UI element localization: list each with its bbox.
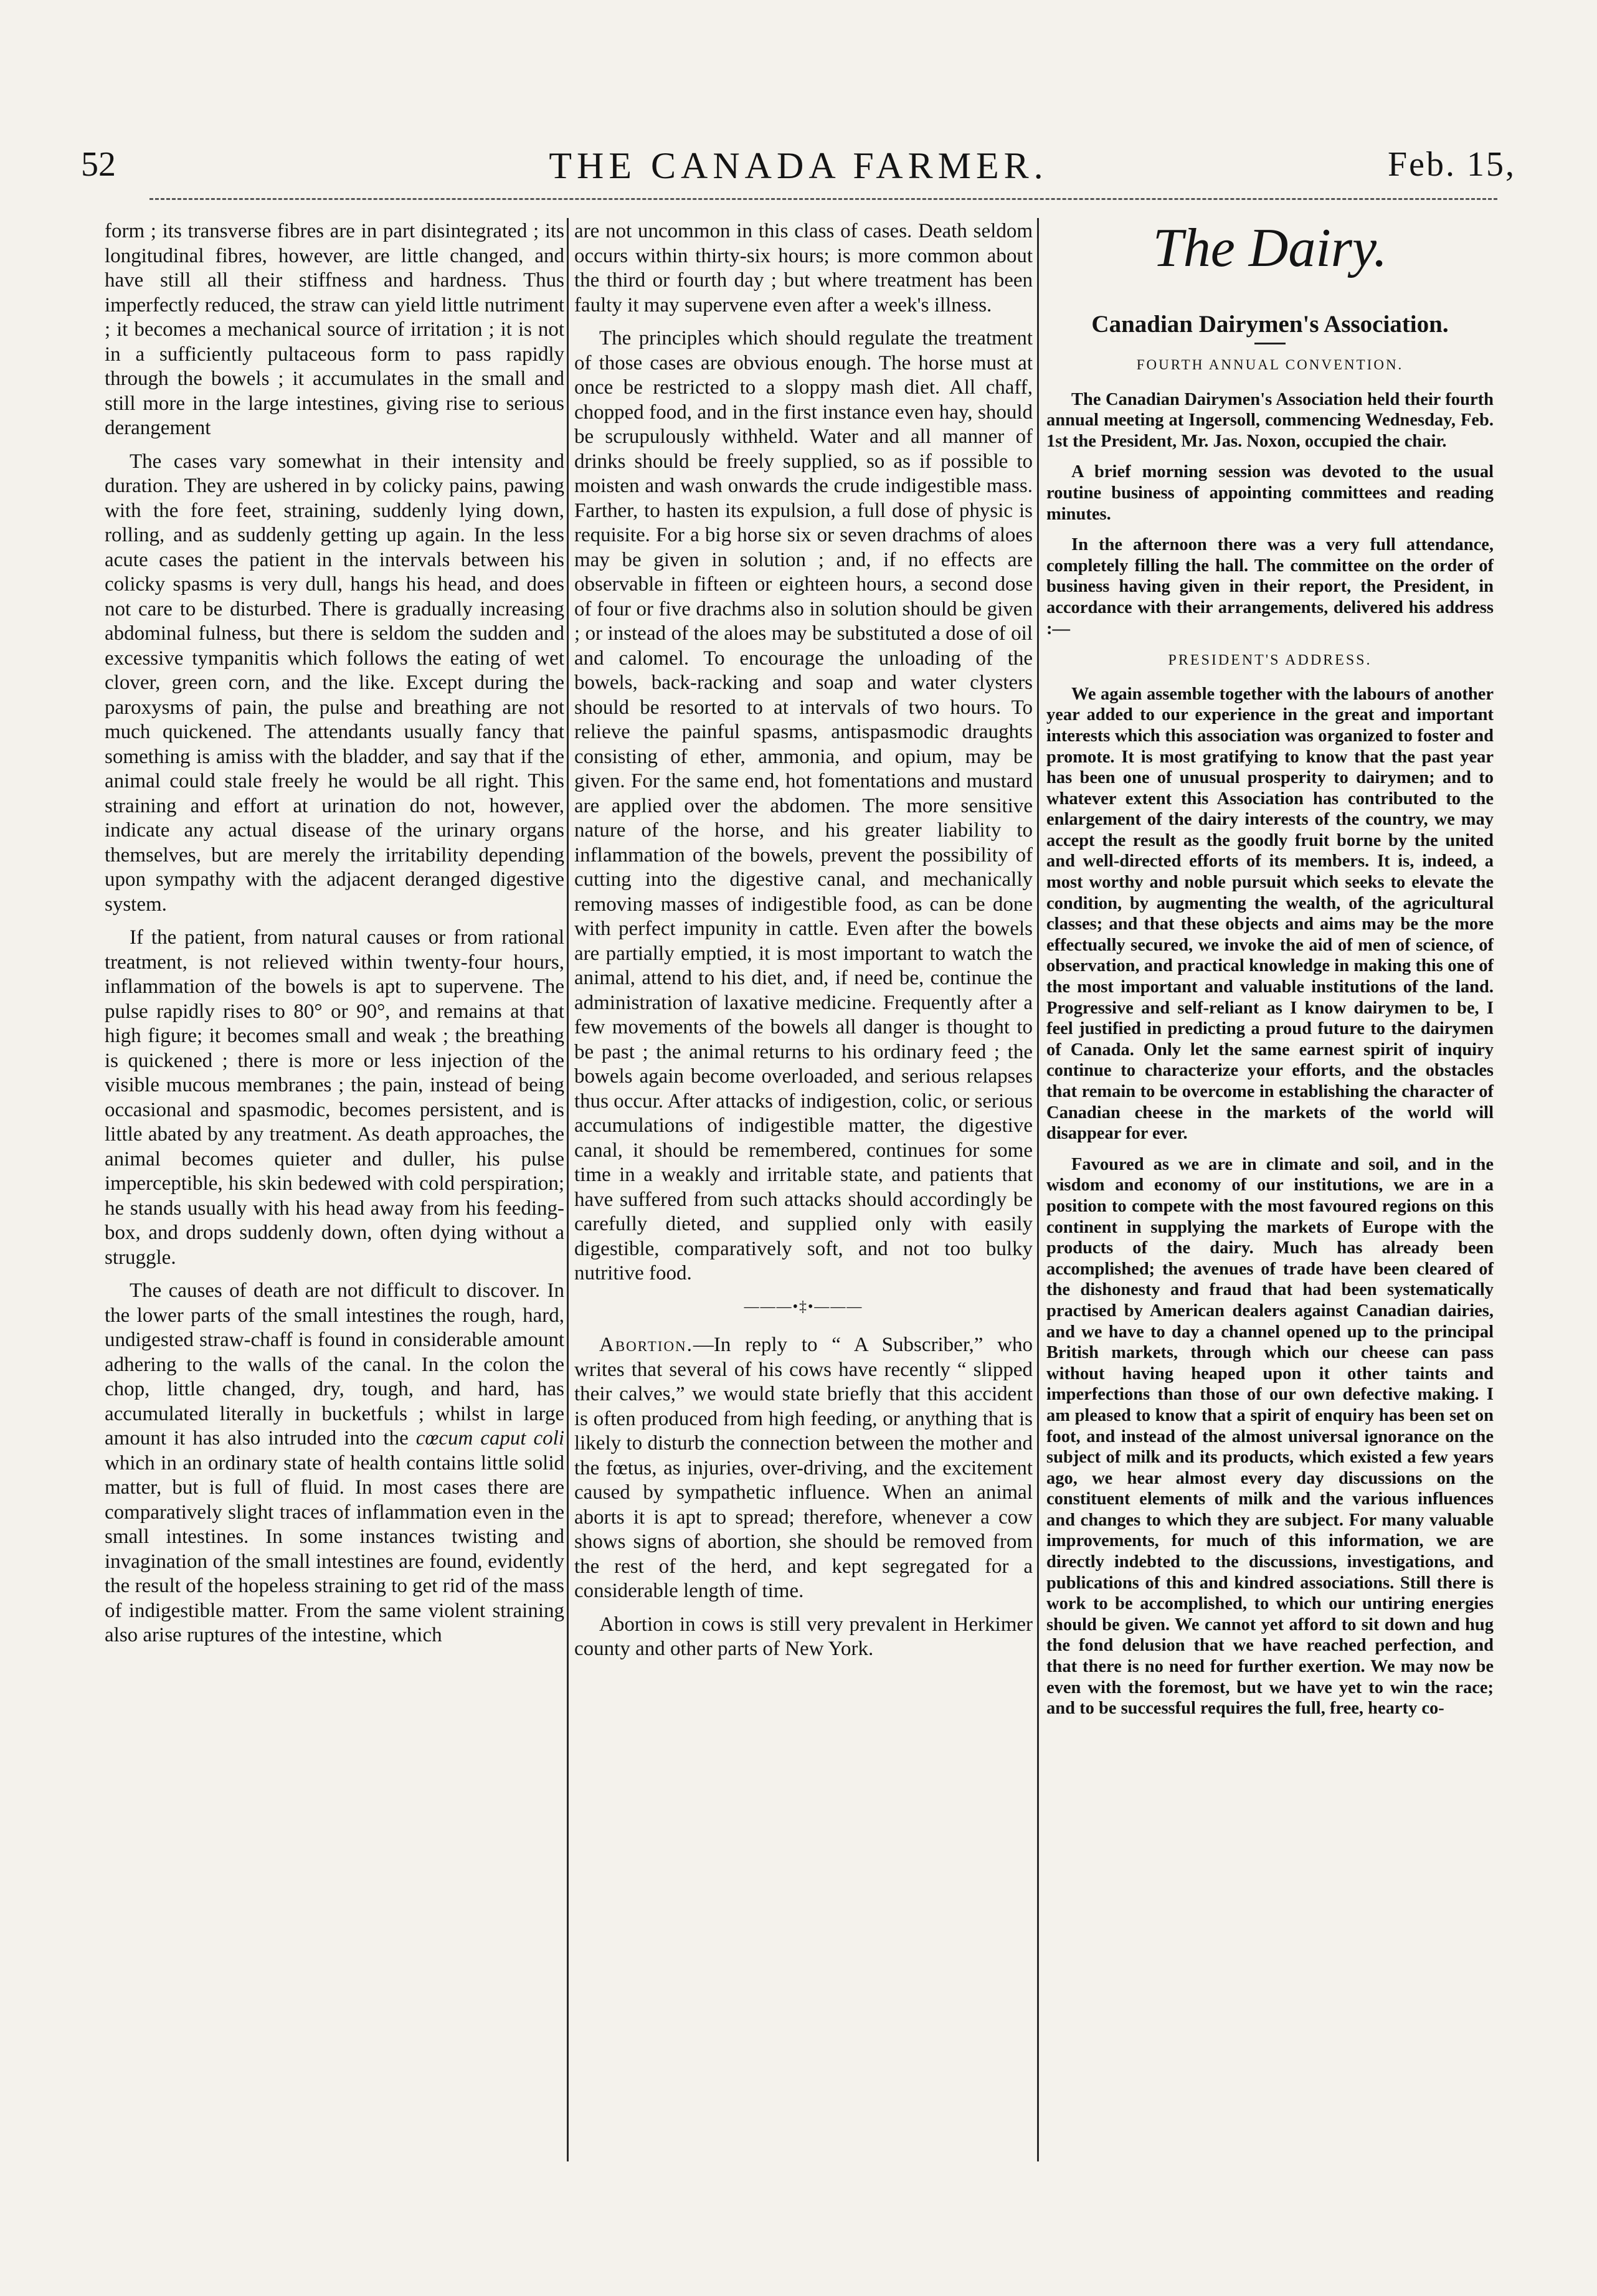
col1-paragraph: If the patient, from natural causes or from rational treatment, is not relieved within twenty-four hours, inflammation of the bowels is apt to supervene. The pulse rapidly rises to 80° or 90°, and remains at that high figure; it becomes small and weak ; the breathing is quickened ; there is more or less injection of the visible mucous membranes ; the pain, instead of being occasional and spasmodic, becomes persistent, and is little abated by any treatment. As death approaches, the animal becomes quieter and duller, his pulse imperceptible, his skin bedewed with cold perspiration; he stands usually with his head away from his feeding-box, and drops suddenly down, often dying without a struggle. [105, 926, 564, 1269]
header-rule [149, 198, 1497, 200]
col3-paragraph: The Canadian Dairymen's Association held their fourth annual meeting at Ingersoll, commencing Wednesday, Feb. 1st the President, Mr. Jas. Noxon, occupied the chair. [1046, 389, 1494, 451]
running-head [81, 145, 1516, 201]
address-title: PRESIDENT'S ADDRESS. [1168, 652, 1372, 669]
col2-paragraph: are not uncommon in this class of cases. Death seldom occurs within thirty-six hours; is more common about the third or fourth day ; but where treatment has been faulty it may supervene even after a week's illness. [574, 220, 1033, 316]
abortion-paragraph [574, 1333, 1033, 1604]
department-title: The Dairy. [1152, 218, 1388, 278]
article-subtitle: FOURTH ANNUAL CONVENTION. [1136, 357, 1404, 372]
column-rule-right [1037, 218, 1039, 2161]
col1-paragraph-text: The causes of death are not difficult to discover. In the lower parts of the small intestines the rough, hard, undigested straw-chaff is found in considerable amount adhering to the walls of the canal. In the colon the chop, little changed, dry, tough, and hard, has accumulated literally in bucketfuls ; whilst in large amount it has also intruded into the [105, 1279, 564, 1449]
col2-paragraph: The principles which should regulate the treatment of those cases are obvious enough. The horse must at once be restricted to a sloppy mash diet. All chaff, chopped food, and in the first instance even hay, should be scrupulously withheld. Water and all manner of drinks should be freely supplied, so as if possible to moisten and wash onwards the crude indigestible mass. Farther, to hasten its expulsion, a full dose of physic is requisite. For a big horse six or seven drachms of aloes may be given in solution ; and, if no effects are observable in fifteen or eighteen hours, a second dose of four or five drachms also in solution should be given ; or instead of the aloes may be substituted a dose of oil and calomel. To encourage the unloading of the bowels, back-racking and soap and water clysters should be resorted to at intervals of two hours. To relieve the painful spasms, antispasmodic draughts consisting of ether, ammonia, and opium, may be given. For the same end, hot fomentations and mustard are applied over the abdomen. The more sensitive nature of the horse, and his greater liability to inflammation of the bowels, prevent the possibility of cutting into the digestive canal, and mechanically removing masses of indigestible food, as can be done with perfect impunity in cattle. Even after the bowels are partially emptied, it is most important to watch the animal, attend to his diet, and, if need be, continue the administration of laxative medicine. Frequently after a few movements of the bowels all danger is thought to be past ; the animal returns to his ordinary feed ; the bowels again become overloaded, and serious relapses thus occur. After attacks of indigestion, colic, or serious accumulations of indigestible matter, the digestive canal, it should be remembered, continues for some time in a weakly and irritable state, and patients that have suffered from such attacks should accordingly be carefully dieted, and supplied only with easily digestible, comparatively soft, and not too bulky nutritive food. [574, 327, 1033, 1284]
latin-term: cœcum caput coli [415, 1427, 565, 1449]
address-paragraph: We again assemble together with the labours of another year added to our experience in the great and important interests which this association was organized to foster and promote. It is most gratifying to know that the past year has been one of unusual prosperity to dairymen; and to whatever extent this Association has contributed to the enlargement of the dairy interests of the country, we may accept the result as the goodly fruit borne by the united and well-directed efforts of its members. It is, indeed, a most worthy and noble pursuit which seeks to elevate the condition, by augmenting the wealth, of the agricultural classes; and that these objects and aims may be the more effectually secured, we invoke the aid of men of science, of observation, and practical knowledge in making this one of the most important and valuable institutions of the land. Progressive and self-reliant as I know dairymen to be, I feel justified in predicting a proud future to the dairymen of Canada. Only let the same earnest spirit of inquiry continue to characterize your efforts, and the obstacles that remain to be overcome in establishing the character of Canadian cheese in the markets of the world will disappear for ever. [1046, 684, 1494, 1144]
section-ornament: ———•‡•——— [744, 1298, 863, 1315]
abortion-closing: Abortion in cows is still very prevalent in Herkimer county and other parts of New York. [574, 1613, 1033, 1660]
abortion-text: —In reply to “ A Subscriber,” who writes that several of his cows have recently “ slipped their calves,” we would state briefly that this accident is often produced from high feeding, or anything that is likely to disturb the connection between the mother and the fœtus, as injuries, over-driving, and the excitement caused by sympathetic influence. When an animal aborts it is apt to spread; therefore, whenever a cow shows signs of abortion, she should be removed from the rest of the herd, and kept segregated for a considerable length of time. [574, 1334, 1033, 1602]
abortion-heading: Abortion. [599, 1334, 693, 1356]
column-1 [105, 219, 564, 1657]
column-2 [574, 219, 1033, 1671]
col1-paragraph: form ; its transverse fibres are in part disintegrated ; its longitudinal fibres, however, are little changed, and have still all their stiffness and hardness. Thus imperfectly reduced, the straw can yield little nutriment ; it becomes a mechanical source of irritation ; it is not in a sufficiently pultaceous form to pass rapidly through the bowels ; it accumulates in the small and still more in the large intestines, giving rise to serious derangement [105, 220, 564, 439]
col1-paragraph: The cases vary somewhat in their intensity and duration. They are ushered in by colicky pains, pawing with the fore feet, straining, suddenly lying down, rolling, and as suddenly getting up again. In the less acute cases the patient in the intervals between his colicky spasms is very dull, hangs his head, and does not care to be disturbed. There is gradually increasing abdominal fulness, but there is seldom the sudden and excessive tympanitis which follows the eating of wet clover, green corn, and the like. Except during the paroxysms of pain, the pulse and breathing are not much quickened. The attendants usually fancy that something is amiss with the bladder, and say that if the animal could stale freely he would be all right. This straining and effort at urination do not, however, indicate any actual disease of the urinary organs themselves, but are merely the irritability depending upon sympathy with the adjacent deranged digestive system. [105, 450, 564, 916]
col1-paragraph [105, 1279, 564, 1648]
column-rule-left [567, 218, 569, 2161]
page-number: 52 [81, 145, 116, 184]
col3-paragraph: A brief morning session was devoted to the usual routine business of appointing committees and reading minutes. [1046, 462, 1494, 524]
masthead-title: THE CANADA FARMER. [549, 145, 1048, 186]
issue-date: Feb. 15, [1388, 145, 1516, 184]
address-paragraph: Favoured as we are in climate and soil, and in the wisdom and economy of our institutions, we are in a position to compete with the most favoured regions on this continent in supplying the markets of Europe with the products of the dairy. Much has already been accomplished; the avenues of trade have been cleared of the dishonesty and fraud that had been systematically practised by American dealers against Canadian dairies, and we have to day a channel opened up to the principal British markets, through which our cheese can pass without having heaped upon it other taints and imperfections than those of our own defective making. I am pleased to know that a spirit of enquiry has been set on foot, and instead of the almost universal ignorance on the subject of milk and its products, which existed a few years ago, we hear almost every day discussions on the constituent elements of milk and the various influences and changes to which they are subject. For many valuable improvements, for much of this information, we are directly indebted to the discussions, investigations, and publications of this and kindred associations. Still there is work to be accomplished, to which our untiring energies should be given. We cannot yet afford to sit down and hug the fond delusion that we have reached perfection, and that there is no need for further exertion. We may now be even with the foremost, but we have yet to win the race; and to be successful requires the full, free, hearty co- [1046, 1154, 1494, 1719]
col3-paragraph: In the afternoon there was a very full attendance, completely filling the hall. The committee on the order of business having given in their report, the President, in accordance with their arrangements, delivered his address :— [1046, 535, 1494, 638]
article-title: Canadian Dairymen's Association. [1091, 311, 1449, 338]
col1-paragraph-continued: which in an ordinary state of health contains little solid matter, but is full of fluid. In most cases there are comparatively slight traces of inflammation even in the small intestines. In some instances twisting and invagination of the small intestines are found, evidently the result of the hopeless straining to get rid of the mass of indigestible matter. From the same violent straining also arise ruptures of the intestine, which [105, 1451, 564, 1646]
title-rule [1254, 343, 1286, 344]
column-3 [1046, 219, 1494, 1729]
